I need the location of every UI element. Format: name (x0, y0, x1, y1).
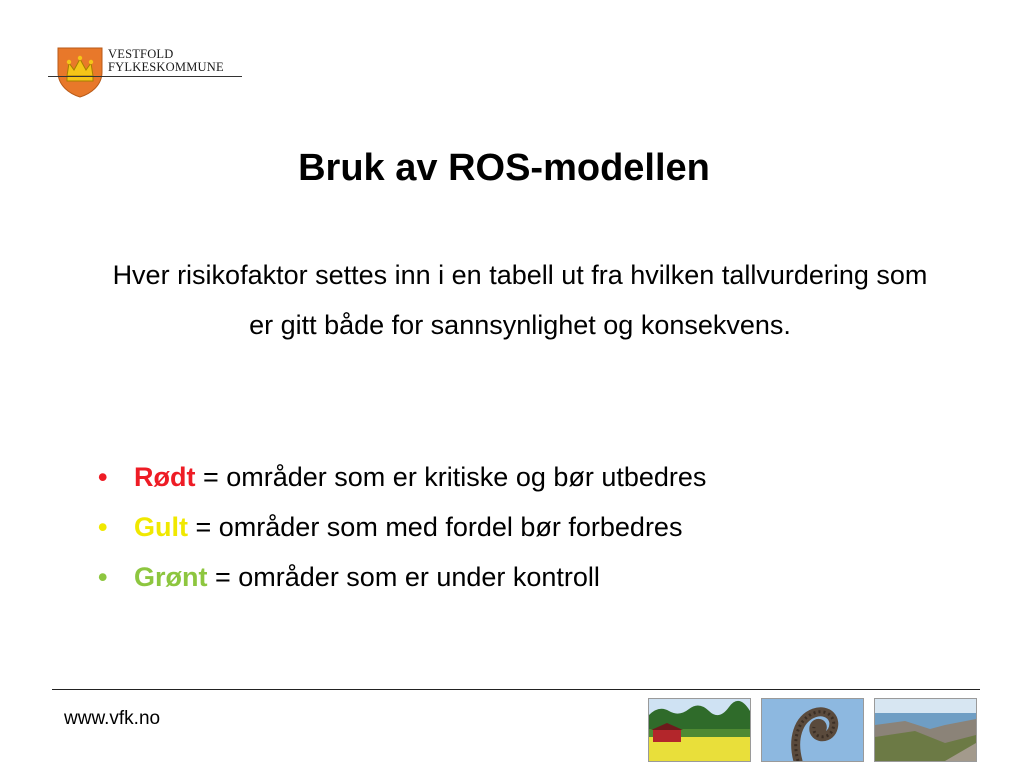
viking-ship-carving-photo (761, 698, 864, 762)
intro-paragraph: Hver risikofaktor settes inn i en tabell ut fra hvilken tallvurdering som er gitt både for sannsynlighet og konsekvens. (112, 260, 928, 340)
logo-text (108, 48, 224, 74)
bullet-text: = områder som er under kontroll (207, 562, 600, 592)
bullet-text: = områder som er kritiske og bør utbedres (195, 462, 707, 492)
coastline-photo (874, 698, 977, 762)
vestfold-logo[interactable] (48, 44, 248, 100)
list-item-yellow (98, 502, 978, 552)
bullet-text: = områder som med fordel bør forbedres (188, 512, 683, 542)
list-item-red (98, 452, 978, 502)
footer-divider (52, 689, 980, 690)
key-yellow: Gult (134, 512, 188, 542)
key-green: Grønt (134, 562, 208, 592)
bullet-icon: • (98, 462, 108, 492)
farm-landscape-photo (648, 698, 751, 762)
list-item-green (98, 552, 978, 602)
bullet-icon: • (98, 562, 108, 592)
logo-underline (48, 76, 242, 77)
key-red: Rødt (134, 462, 196, 492)
logo-line-2: FYLKESKOMMUNE (108, 60, 224, 74)
slide-title: Bruk av ROS-modellen (298, 147, 710, 189)
logo-line-1: VESTFOLD (108, 47, 174, 61)
bullet-icon: • (98, 512, 108, 542)
footer-url[interactable]: www.vfk.no (64, 708, 161, 729)
coat-of-arms-icon (56, 46, 104, 98)
risk-color-list (98, 452, 978, 602)
